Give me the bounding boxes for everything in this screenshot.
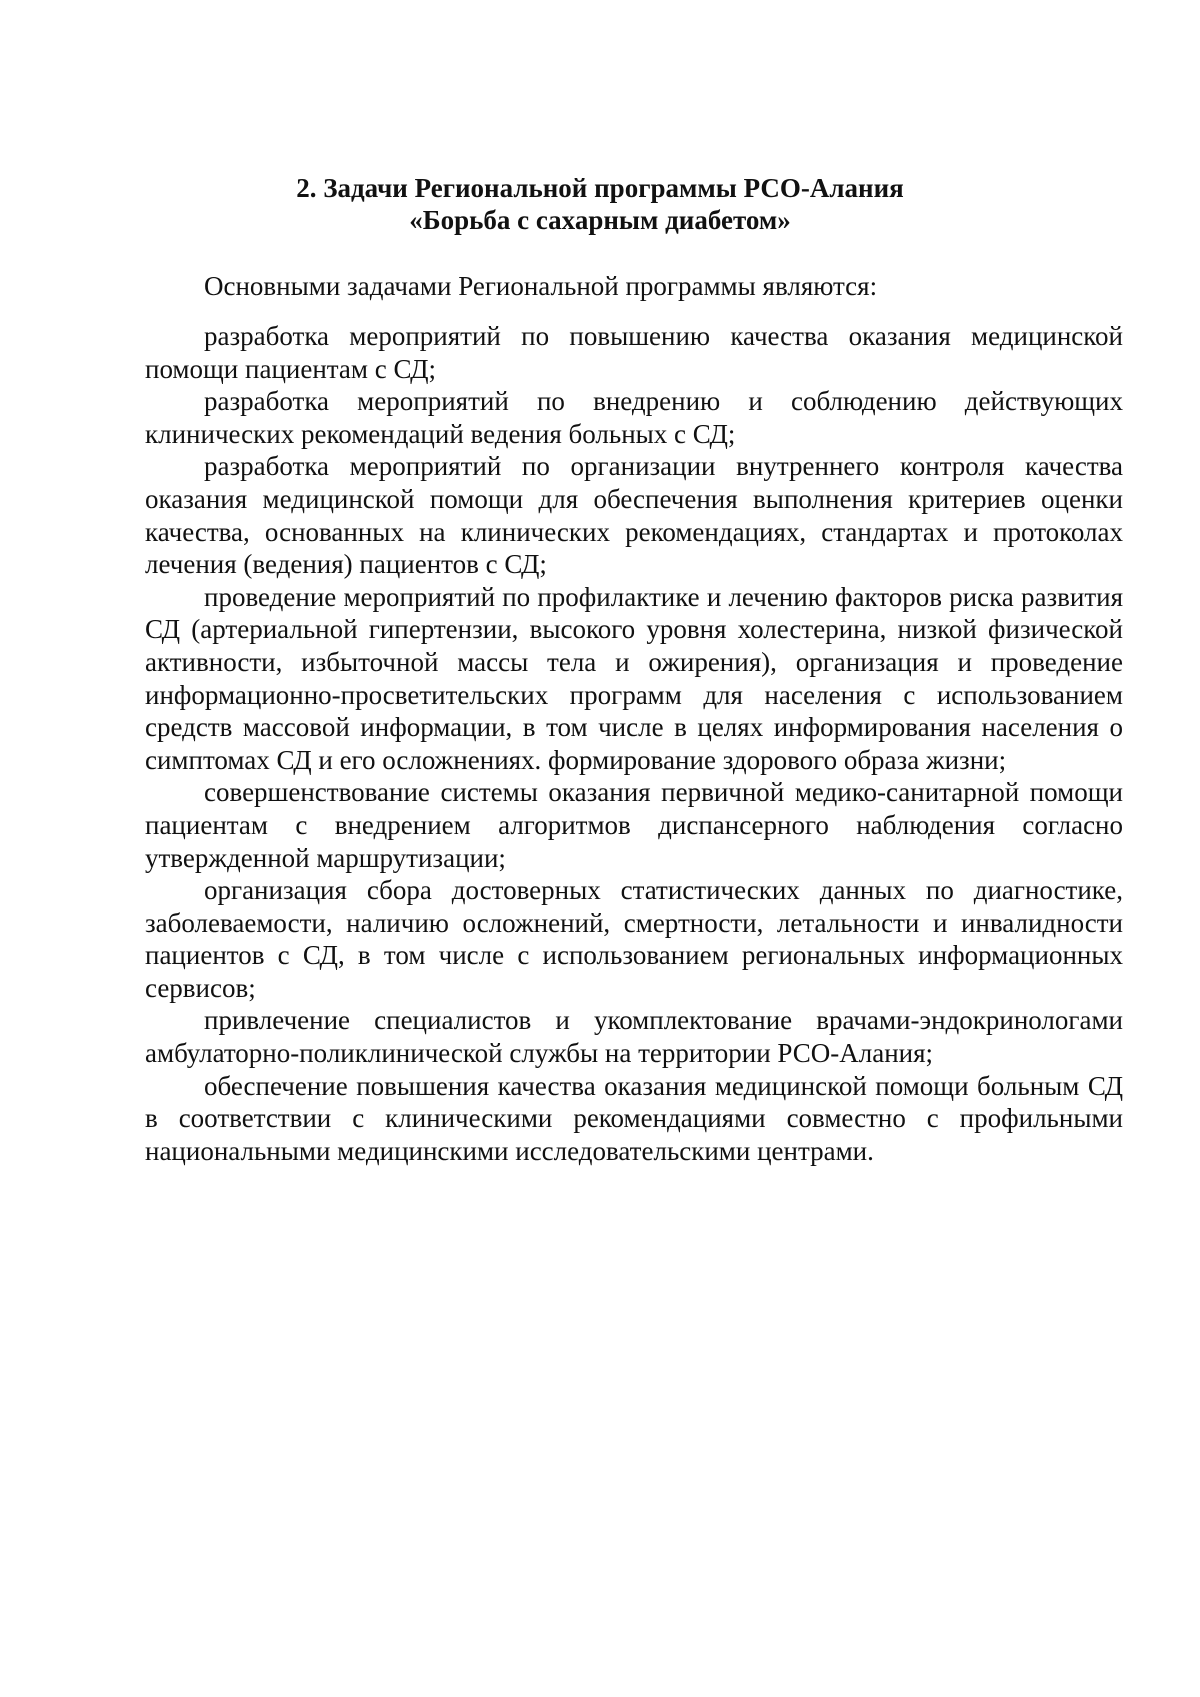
section-title: 2. Задачи Региональной программы РСО-Алания (296, 173, 904, 203)
task-item: обеспечение повышения качества оказания медицинской помощи больным СД в соответствии с клиническими рекомендациями совместно с профильными национальными медицинскими исследовательскими центрами. (145, 1070, 1123, 1166)
task-item: организация сбора достоверных статистических данных по диагностике, заболеваемости, наличию осложнений, смертности, летальности и инвалидности пациентов с СД, в том числе с использованием региональных информационных сервисов; (145, 875, 1123, 1003)
task-item: совершенствование системы оказания первичной медико-санитарной помощи пациентам с внедрением алгоритмов диспансерного наблюдения согласно утвержденной маршрутизации; (145, 777, 1123, 873)
intro-paragraph: Основными задачами Региональной программы являются: (204, 271, 878, 301)
task-list (145, 320, 1123, 1167)
task-item: разработка мероприятий по повышению качества оказания медицинской помощи пациентам с СД; (145, 321, 1123, 384)
task-item: разработка мероприятий по внедрению и соблюдению действующих клинических рекомендаций ведения больных с СД; (145, 386, 1123, 449)
task-item: привлечение специалистов и укомплектование врачами-эндокринологами амбулаторно-поликлинической службы на территории РСО-Алания; (145, 1005, 1123, 1069)
task-item: разработка мероприятий по организации внутреннего контроля качества оказания медицинской помощи для обеспечения выполнения критериев оценки качества, основанных на клинических рекомендациях, стандартах и протоколах лечения (ведения) пациентов с СД; (145, 451, 1123, 580)
section-subtitle: «Борьба с сахарным диабетом» (409, 205, 791, 235)
task-item: проведение мероприятий по профилактике и лечению факторов риска развития СД (артериальной гипертензии, высокого уровня холестерина, низкой физической активности, избыточной массы тела и ожирения), организация и проведение информационно-просветительских программ для населения с использованием средств массовой информации, в том числе в целях информирования населения о симптомах СД и его осложнениях. формирование здорового образа жизни; (145, 581, 1123, 775)
